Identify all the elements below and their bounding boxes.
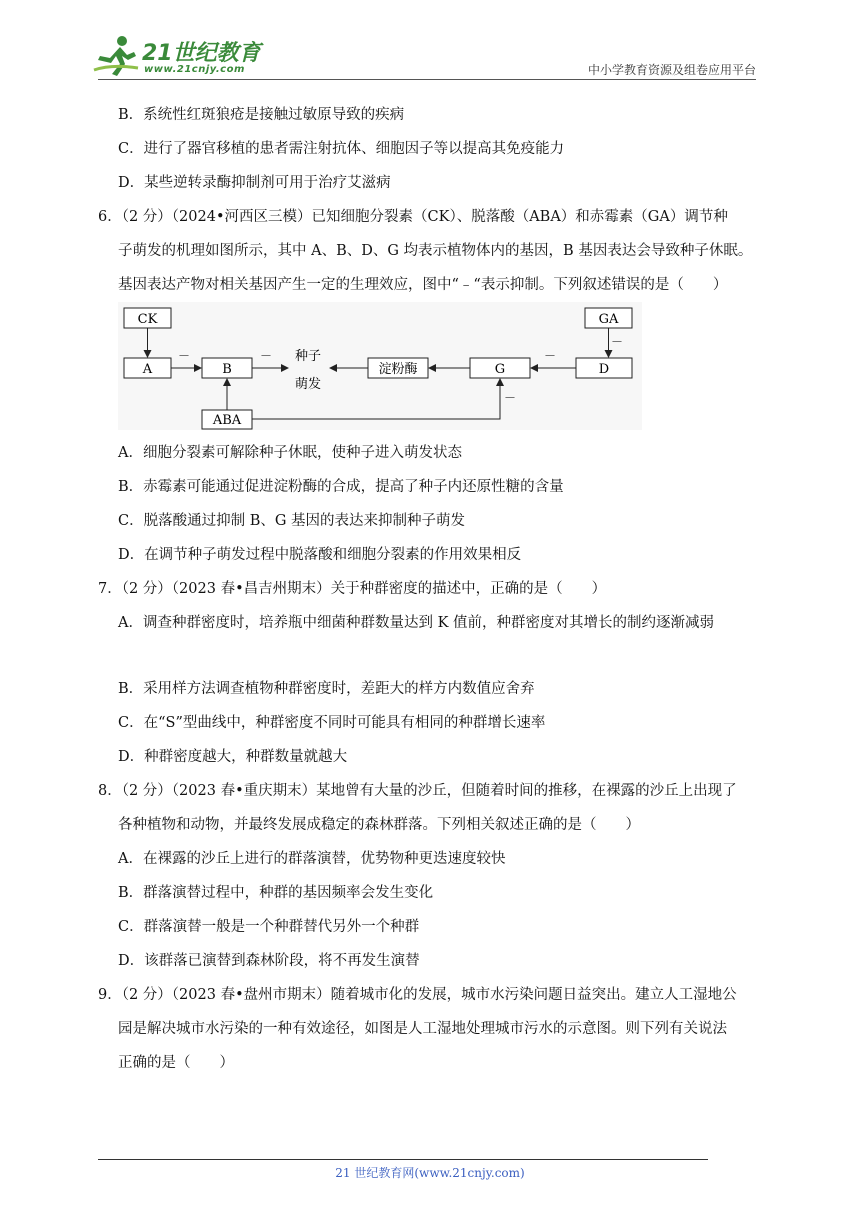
q6-option-c: C．脱落酸通过抑制 B、G 基因的表达来抑制种子萌发 bbox=[118, 513, 466, 529]
q8-stem-line-1: 8．（2 分）（2023 春•重庆期末）某地曾有大量的沙丘，但随着时间的推移，在裸露的沙丘上出现了 bbox=[98, 783, 737, 799]
runner-logo-icon bbox=[92, 34, 140, 78]
logo-url-text: www.21cnjy.com bbox=[144, 64, 245, 75]
q7-option-b: B．采用样方法调查植物种群密度时，差距大的样方内数值应舍弃 bbox=[118, 681, 535, 697]
q9-stem-line-1: 9．（2 分）（2023 春•盘州市期末）随着城市化的发展，城市水污染问题日益突出。建立人工湿地公 bbox=[98, 987, 737, 1003]
q9-stem-line-2: 园是解决城市水污染的一种有效途径，如图是人工湿地处理城市污水的示意图。则下列有关说法 bbox=[118, 1021, 727, 1037]
aba-label: ABA bbox=[212, 413, 242, 428]
q6-stem-line-1: 6．（2 分）（2024•河西区三模）已知细胞分裂素（CK）、脱落酸（ABA）和赤霉素（GA）调节种 bbox=[98, 209, 728, 225]
q8-option-c: C．群落演替一般是一个种群替代另外一个种群 bbox=[118, 919, 420, 935]
site-logo bbox=[92, 34, 262, 80]
q7-stem: 7．（2 分）（2023 春•昌吉州期末）关于种群密度的描述中，正确的是（ ） bbox=[98, 581, 607, 597]
q8-option-d: D．该群落已演替到森林阶段，将不再发生演替 bbox=[118, 953, 420, 969]
ck-label: CK bbox=[137, 312, 158, 327]
q6-option-d: D．在调节种子萌发过程中脱落酸和细胞分裂素的作用效果相反 bbox=[118, 547, 522, 563]
header-divider bbox=[98, 79, 756, 80]
seed-label-bottom: 萌发 bbox=[294, 377, 322, 392]
q8-option-a: A．在裸露的沙丘上进行的群落演替，优势物种更迭速度较快 bbox=[118, 851, 506, 867]
q7-option-c: C．在“S”型曲线中，种群密度不同时可能具有相同的种群增长速率 bbox=[118, 715, 546, 731]
logo-main-text: 21世纪教育 bbox=[142, 41, 261, 66]
q8-stem-line-2: 各种植物和动物，并最终发展成稳定的森林群落。下列相关叙述正确的是（ ） bbox=[118, 817, 640, 833]
q5-option-c: C．进行了器官移植的患者需注射抗体、细胞因子等以提高其免疫能力 bbox=[118, 141, 565, 157]
q6-stem-line-3: 基因表达产物对相关基因产生一定的生理效应，图中“﹣“表示抑制。下列叙述错误的是（ ） bbox=[118, 277, 728, 293]
gene-g-label: G bbox=[494, 362, 506, 377]
q8-option-b: B．群落演替过程中，种群的基因频率会发生变化 bbox=[118, 885, 434, 901]
q6-stem-line-2: 子萌发的机理如图所示，其中 A、B、D、G 均表示植物体内的基因，B 基因表达会导致种子休眠。 bbox=[118, 243, 753, 259]
q5-option-d: D．某些逆转录酶抑制剂可用于治疗艾滋病 bbox=[118, 175, 391, 191]
minus-d-g: － bbox=[544, 349, 557, 363]
q6-option-b: B．赤霉素可能通过促进淀粉酶的合成，提高了种子内还原性糖的含量 bbox=[118, 479, 564, 495]
gene-d-label: D bbox=[598, 362, 610, 377]
q6-option-a: A．细胞分裂素可解除种子休眠，使种子进入萌发状态 bbox=[118, 445, 462, 461]
q7-option-a: A．调查种群密度时，培养瓶中细菌种群数量达到 K 值前，种群密度对其增长的制约逐渐减弱 bbox=[118, 615, 715, 631]
q7-option-d: D．种群密度越大，种群数量就越大 bbox=[118, 749, 348, 765]
hormone-regulation-diagram bbox=[118, 302, 642, 430]
q5-option-b: B．系统性红斑狼疮是接触过敏原导致的疾病 bbox=[118, 107, 405, 123]
gene-b-label: B bbox=[222, 362, 232, 377]
header-platform-text: 中小学教育资源及组卷应用平台 bbox=[587, 63, 756, 77]
minus-aba-g: － bbox=[504, 391, 517, 405]
q9-stem-line-3: 正确的是（ ） bbox=[118, 1055, 234, 1071]
gene-a-label: A bbox=[142, 362, 153, 377]
minus-b-seed: － bbox=[260, 349, 273, 363]
ga-label: GA bbox=[598, 312, 619, 327]
seed-label-top: 种子 bbox=[294, 349, 322, 364]
footer-divider bbox=[98, 1159, 708, 1160]
minus-ga-d: － bbox=[611, 335, 624, 349]
amylase-label: 淀粉酶 bbox=[378, 362, 418, 377]
footer-link[interactable]: 21 世纪教育网(www.21cnjy.com) bbox=[335, 1166, 525, 1180]
minus-a-b: － bbox=[178, 349, 191, 363]
